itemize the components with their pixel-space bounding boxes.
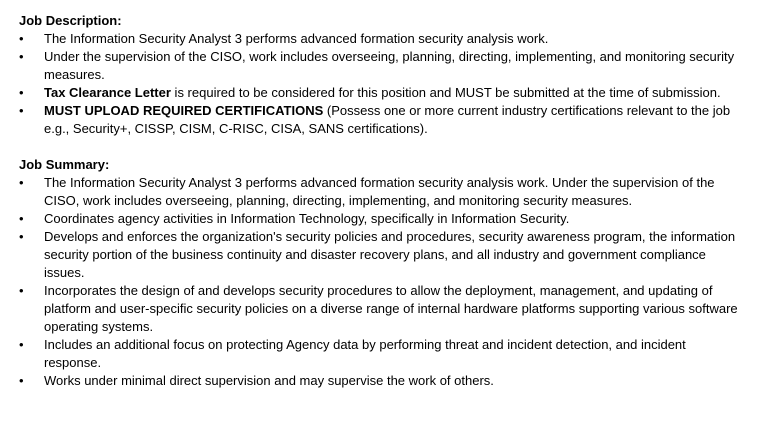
job-description-heading: Job Description: [19,13,122,28]
bullet-icon: • [19,175,24,190]
list-item [19,48,743,84]
list-item-text: Works under minimal direct supervision and may supervise the work of others. [44,373,494,388]
list-item-bold-text: MUST UPLOAD REQUIRED CERTIFICATIONS [44,103,324,118]
list-item-text: Under the supervision of the CISO, work includes overseeing, planning, directing, implementing, and monitoring security measures. [44,49,735,82]
list-item-text: The Information Security Analyst 3 performs advanced formation security analysis work. [44,31,549,46]
list-item [19,372,743,390]
list-item [19,282,743,336]
list-item [19,210,743,228]
list-item-text: Includes an additional focus on protecting Agency data by performing threat and incident detection, and incident response. [44,337,686,370]
job-description-list [19,30,743,138]
section-spacer [19,138,743,156]
list-item-text: Develops and enforces the organization's security policies and procedures, security awareness program, the information security portion of the business continuity and disaster recovery plans, and all industry and government compliance issues. [44,229,736,280]
list-item-text: Coordinates agency activities in Information Technology, specifically in Information Security. [44,211,570,226]
bullet-icon: • [19,373,24,388]
bullet-icon: • [19,49,24,64]
list-item-text: is required to be considered for this position and MUST be submitted at the time of submission. [170,85,721,100]
bullet-icon: • [19,31,24,46]
bullet-icon: • [19,337,24,352]
bullet-icon: • [19,85,24,100]
list-item [19,228,743,282]
job-summary-heading: Job Summary: [19,157,110,172]
list-item-text: (Possess one or more current industry certifications relevant to the job e.g., Security+, CISSP, CISM, C-RISC, CISA, SANS certifications). [44,103,731,136]
list-item [19,102,743,138]
bullet-icon: • [19,283,24,298]
list-item-text: Incorporates the design of and develops security procedures to allow the deployment, management, and updating of platform and user-specific security policies on a diverse range of internal hardware platforms supporting various software operating systems. [44,283,738,334]
list-item [19,174,743,210]
list-item [19,84,743,102]
bullet-icon: • [19,103,24,118]
list-item [19,336,743,372]
list-item [19,30,743,48]
job-summary-list [19,174,743,390]
bullet-icon: • [19,229,24,244]
list-item-text: The Information Security Analyst 3 performs advanced formation security analysis work. Under the supervision of the CISO, work includes overseeing, planning, directing, implementing, and monitoring security measures. [44,175,715,208]
bullet-icon: • [19,211,24,226]
list-item-bold-text: Tax Clearance Letter [44,85,171,100]
